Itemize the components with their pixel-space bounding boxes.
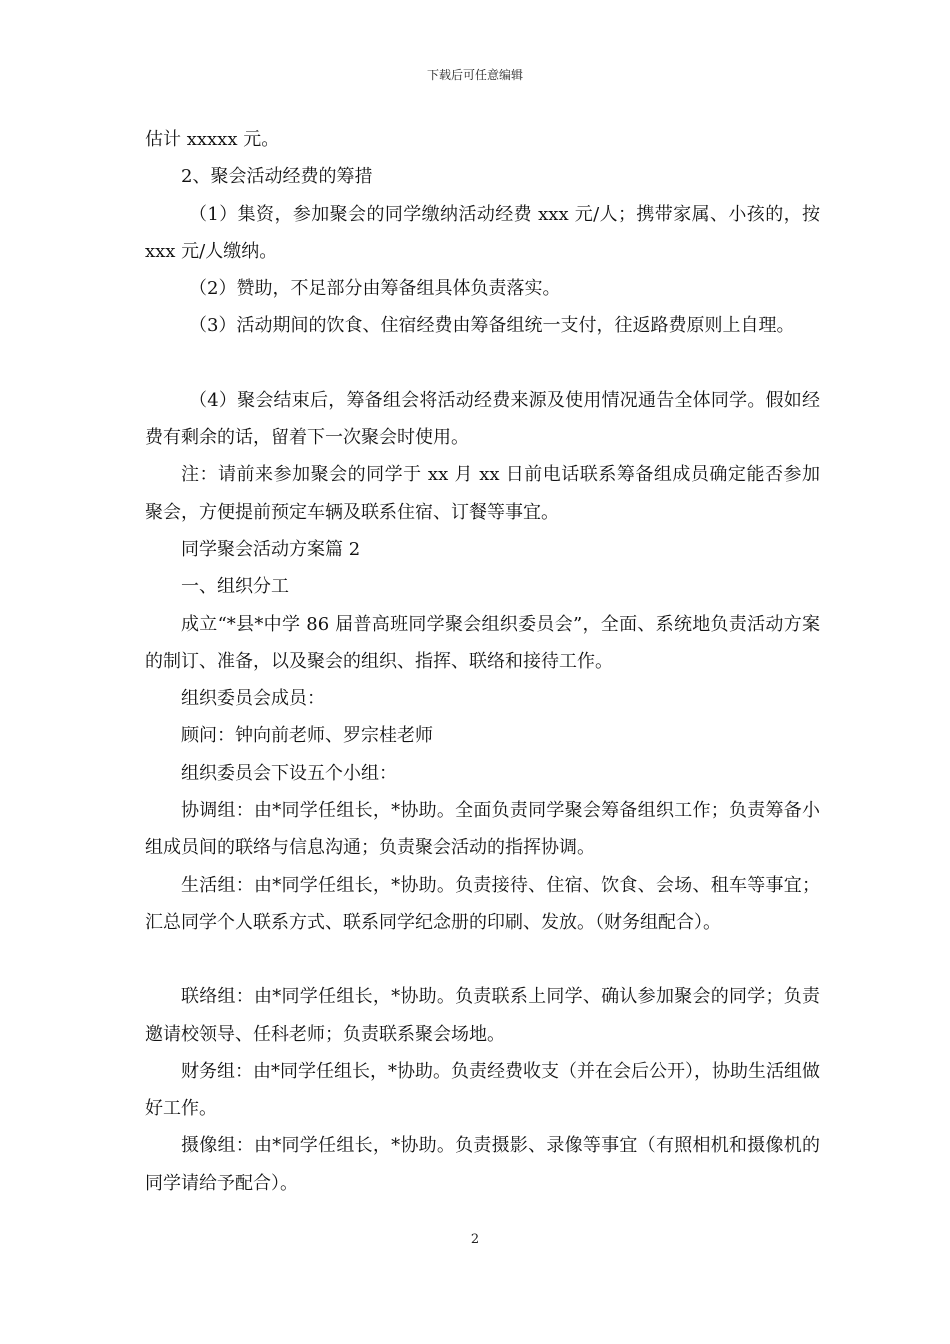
paragraph-committee-members: 组织委员会成员： [181,688,325,710]
paragraph-item-1: （1）集资，参加聚会的同学缴纳活动经费 xxx 元/人；携带家属、小孩的，按 xxx 元/人缴纳。 [145,203,820,262]
section-heading-fundraising: 2、聚会活动经费的筹措 [181,166,373,188]
paragraph-gap [145,941,820,978]
paragraph-coordination-group: 协调组：由*同学任组长，*协助。全面负责同学聚会筹备组织工作；负责筹备小组成员间的联络与信息沟通；负责聚会活动的指挥协调。 [145,800,820,859]
paragraph-photography-group: 摄像组：由*同学任组长，*协助。负责摄影、录像等事宜（有照相机和摄像机的同学请给予配合）。 [145,1135,820,1194]
section-title-plan-2: 同学聚会活动方案篇 2 [181,538,361,560]
paragraph-note: 注：请前来参加聚会的同学于 xx 月 xx 日前电话联系筹备组成员确定能否参加聚会，方便提前预定车辆及联系住宿、订餐等事宜。 [145,464,820,523]
document-body [145,121,820,1202]
section-heading-organization: 一、组织分工 [181,576,289,598]
page-number: 2 [470,1232,480,1247]
paragraph-finance-group: 财务组：由*同学任组长，*协助。负责经费收支（并在会后公开），协助生活组做好工作。 [145,1060,820,1120]
paragraph-committee-setup: 成立“*县*中学 86 届普高班同学聚会组织委员会”，全面、系统地负责活动方案的制订、准备，以及聚会的组织、指挥、联络和接待工作。 [145,613,820,672]
paragraph-advisors: 顾问：钟向前老师、罗宗桂老师 [181,725,433,747]
paragraph-item-2: （2）赞助，不足部分由筹备组具体负责落实。 [189,278,561,300]
page-header-note: 下载后可任意编辑 [426,68,523,82]
paragraph-item-3: （3）活动期间的饮食、住宿经费由筹备组统一支付，往返路费原则上自理。 [189,315,795,337]
paragraph-subgroups: 组织委员会下设五个小组： [181,762,397,784]
paragraph-liaison-group: 联络组：由*同学任组长，*协助。负责联系上同学、确认参加聚会的同学；负责邀请校领导、任科老师；负责联系聚会场地。 [145,986,820,1045]
paragraph-logistics-group: 生活组：由*同学任组长，*协助。负责接待、住宿、饮食、会场、租车等事宜；汇总同学个人联系方式、联系同学纪念册的印刷、发放。（财务组配合）。 [145,874,820,933]
paragraph-gap [145,345,820,382]
paragraph-estimate: 估计 xxxxx 元。 [145,129,280,150]
paragraph-item-4: （4）聚会结束后，筹备组会将活动经费来源及使用情况通告全体同学。假如经费有剩余的话，留着下一次聚会时使用。 [145,389,820,449]
